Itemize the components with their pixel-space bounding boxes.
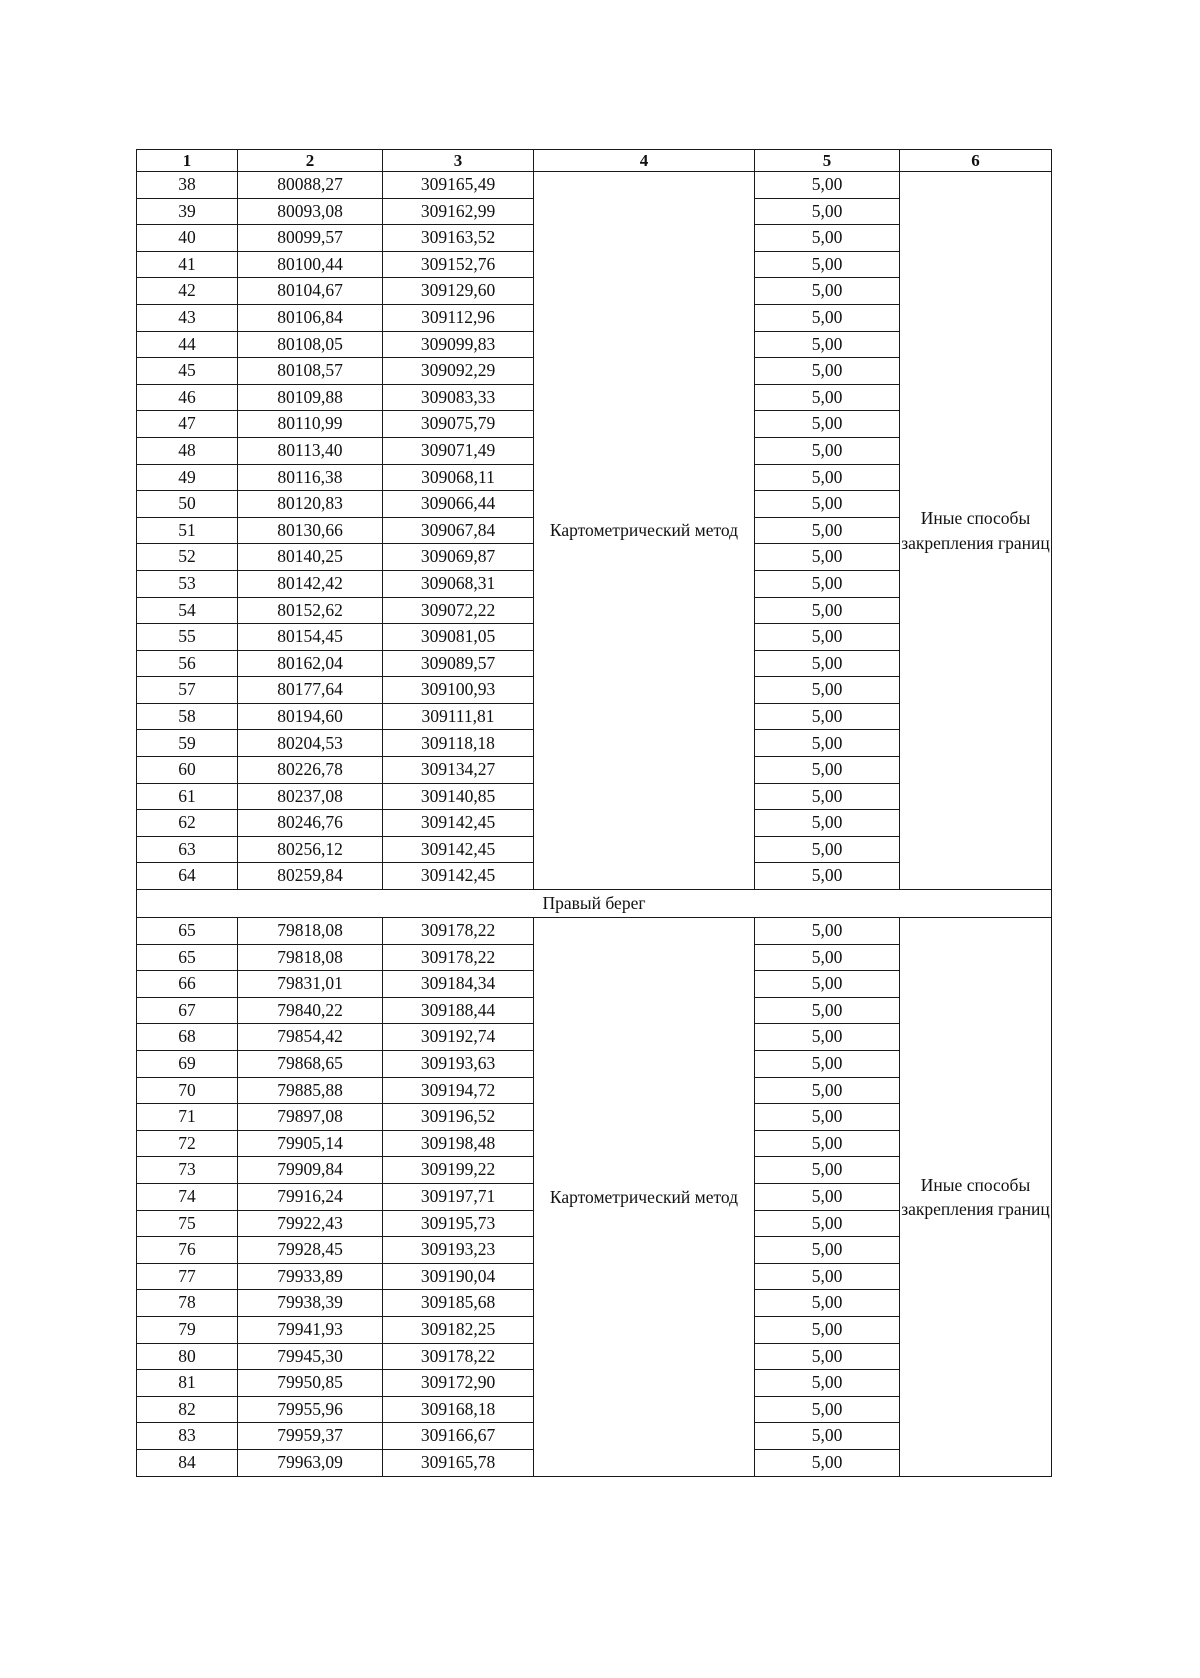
y-coordinate-cell: 309172,90 <box>383 1370 534 1397</box>
x-coordinate-cell: 79885,88 <box>238 1077 383 1104</box>
x-coordinate-cell: 79854,42 <box>238 1024 383 1051</box>
point-number-cell: 68 <box>137 1024 238 1051</box>
point-number-cell: 74 <box>137 1183 238 1210</box>
y-coordinate-cell: 309140,85 <box>383 783 534 810</box>
x-coordinate-cell: 80177,64 <box>238 677 383 704</box>
precision-cell: 5,00 <box>755 278 900 305</box>
x-coordinate-cell: 79897,08 <box>238 1104 383 1131</box>
point-number-cell: 80 <box>137 1343 238 1370</box>
point-number-cell: 44 <box>137 331 238 358</box>
point-number-cell: 54 <box>137 597 238 624</box>
precision-cell: 5,00 <box>755 1024 900 1051</box>
point-number-cell: 53 <box>137 570 238 597</box>
y-coordinate-cell: 309163,52 <box>383 225 534 252</box>
y-coordinate-cell: 309072,22 <box>383 597 534 624</box>
precision-cell: 5,00 <box>755 997 900 1024</box>
table-body <box>137 172 1052 1477</box>
x-coordinate-cell: 80088,27 <box>238 172 383 199</box>
x-coordinate-cell: 80152,62 <box>238 597 383 624</box>
precision-cell: 5,00 <box>755 650 900 677</box>
y-coordinate-cell: 309165,78 <box>383 1449 534 1476</box>
precision-cell: 5,00 <box>755 331 900 358</box>
precision-cell: 5,00 <box>755 836 900 863</box>
precision-cell: 5,00 <box>755 1423 900 1450</box>
precision-cell: 5,00 <box>755 172 900 199</box>
x-coordinate-cell: 79945,30 <box>238 1343 383 1370</box>
point-number-cell: 67 <box>137 997 238 1024</box>
point-number-cell: 69 <box>137 1051 238 1078</box>
x-coordinate-cell: 79916,24 <box>238 1183 383 1210</box>
precision-cell: 5,00 <box>755 517 900 544</box>
y-coordinate-cell: 309100,93 <box>383 677 534 704</box>
point-number-cell: 75 <box>137 1210 238 1237</box>
x-coordinate-cell: 79928,45 <box>238 1237 383 1264</box>
y-coordinate-cell: 309184,34 <box>383 971 534 998</box>
x-coordinate-cell: 80104,67 <box>238 278 383 305</box>
point-number-cell: 57 <box>137 677 238 704</box>
precision-cell: 5,00 <box>755 1263 900 1290</box>
point-number-cell: 41 <box>137 251 238 278</box>
precision-cell: 5,00 <box>755 464 900 491</box>
point-number-cell: 82 <box>137 1396 238 1423</box>
y-coordinate-cell: 309185,68 <box>383 1290 534 1317</box>
x-coordinate-cell: 79818,08 <box>238 918 383 945</box>
precision-cell: 5,00 <box>755 863 900 890</box>
y-coordinate-cell: 309178,22 <box>383 944 534 971</box>
fixing-method-cell: Иные способы закрепления границ <box>900 172 1052 890</box>
precision-cell: 5,00 <box>755 491 900 518</box>
y-coordinate-cell: 309194,72 <box>383 1077 534 1104</box>
precision-cell: 5,00 <box>755 624 900 651</box>
table-row <box>137 918 1052 945</box>
precision-cell: 5,00 <box>755 411 900 438</box>
x-coordinate-cell: 79941,93 <box>238 1316 383 1343</box>
x-coordinate-cell: 80162,04 <box>238 650 383 677</box>
x-coordinate-cell: 79818,08 <box>238 944 383 971</box>
x-coordinate-cell: 80116,38 <box>238 464 383 491</box>
point-number-cell: 38 <box>137 172 238 199</box>
point-number-cell: 71 <box>137 1104 238 1131</box>
x-coordinate-cell: 80130,66 <box>238 517 383 544</box>
y-coordinate-cell: 309142,45 <box>383 836 534 863</box>
y-coordinate-cell: 309068,11 <box>383 464 534 491</box>
y-coordinate-cell: 309067,84 <box>383 517 534 544</box>
precision-cell: 5,00 <box>755 304 900 331</box>
x-coordinate-cell: 80100,44 <box>238 251 383 278</box>
precision-cell: 5,00 <box>755 544 900 571</box>
x-coordinate-cell: 80109,88 <box>238 384 383 411</box>
y-coordinate-cell: 309142,45 <box>383 810 534 837</box>
x-coordinate-cell: 80259,84 <box>238 863 383 890</box>
x-coordinate-cell: 79868,65 <box>238 1051 383 1078</box>
precision-cell: 5,00 <box>755 1237 900 1264</box>
point-number-cell: 58 <box>137 703 238 730</box>
precision-cell: 5,00 <box>755 677 900 704</box>
x-coordinate-cell: 80099,57 <box>238 225 383 252</box>
precision-cell: 5,00 <box>755 1370 900 1397</box>
y-coordinate-cell: 309190,04 <box>383 1263 534 1290</box>
x-coordinate-cell: 80113,40 <box>238 437 383 464</box>
x-coordinate-cell: 80142,42 <box>238 570 383 597</box>
y-coordinate-cell: 309196,52 <box>383 1104 534 1131</box>
precision-cell: 5,00 <box>755 703 900 730</box>
x-coordinate-cell: 80093,08 <box>238 198 383 225</box>
x-coordinate-cell: 79955,96 <box>238 1396 383 1423</box>
point-number-cell: 42 <box>137 278 238 305</box>
x-coordinate-cell: 79933,89 <box>238 1263 383 1290</box>
y-coordinate-cell: 309197,71 <box>383 1183 534 1210</box>
point-number-cell: 46 <box>137 384 238 411</box>
precision-cell: 5,00 <box>755 918 900 945</box>
x-coordinate-cell: 80256,12 <box>238 836 383 863</box>
point-number-cell: 83 <box>137 1423 238 1450</box>
y-coordinate-cell: 309142,45 <box>383 863 534 890</box>
header-col-3: 3 <box>383 150 534 172</box>
y-coordinate-cell: 309162,99 <box>383 198 534 225</box>
point-number-cell: 72 <box>137 1130 238 1157</box>
y-coordinate-cell: 309071,49 <box>383 437 534 464</box>
point-number-cell: 55 <box>137 624 238 651</box>
x-coordinate-cell: 79831,01 <box>238 971 383 998</box>
y-coordinate-cell: 309166,67 <box>383 1423 534 1450</box>
header-row <box>137 150 1052 172</box>
precision-cell: 5,00 <box>755 251 900 278</box>
x-coordinate-cell: 79905,14 <box>238 1130 383 1157</box>
point-number-cell: 73 <box>137 1157 238 1184</box>
precision-cell: 5,00 <box>755 570 900 597</box>
y-coordinate-cell: 309081,05 <box>383 624 534 651</box>
precision-cell: 5,00 <box>755 944 900 971</box>
y-coordinate-cell: 309178,22 <box>383 918 534 945</box>
header-col-5: 5 <box>755 150 900 172</box>
y-coordinate-cell: 309099,83 <box>383 331 534 358</box>
y-coordinate-cell: 309195,73 <box>383 1210 534 1237</box>
point-number-cell: 81 <box>137 1370 238 1397</box>
point-number-cell: 52 <box>137 544 238 571</box>
y-coordinate-cell: 309188,44 <box>383 997 534 1024</box>
x-coordinate-cell: 80204,53 <box>238 730 383 757</box>
x-coordinate-cell: 80108,57 <box>238 358 383 385</box>
y-coordinate-cell: 309111,81 <box>383 703 534 730</box>
point-number-cell: 56 <box>137 650 238 677</box>
precision-cell: 5,00 <box>755 1051 900 1078</box>
precision-cell: 5,00 <box>755 757 900 784</box>
precision-cell: 5,00 <box>755 597 900 624</box>
fixing-method-cell: Иные способы закрепления границ <box>900 918 1052 1476</box>
precision-cell: 5,00 <box>755 225 900 252</box>
point-number-cell: 61 <box>137 783 238 810</box>
precision-cell: 5,00 <box>755 1290 900 1317</box>
x-coordinate-cell: 79950,85 <box>238 1370 383 1397</box>
header-col-2: 2 <box>238 150 383 172</box>
precision-cell: 5,00 <box>755 1130 900 1157</box>
precision-cell: 5,00 <box>755 1157 900 1184</box>
point-number-cell: 43 <box>137 304 238 331</box>
point-number-cell: 70 <box>137 1077 238 1104</box>
precision-cell: 5,00 <box>755 1077 900 1104</box>
x-coordinate-cell: 79909,84 <box>238 1157 383 1184</box>
x-coordinate-cell: 80120,83 <box>238 491 383 518</box>
y-coordinate-cell: 309089,57 <box>383 650 534 677</box>
point-number-cell: 63 <box>137 836 238 863</box>
method-cell: Картометрический метод <box>534 918 755 1476</box>
precision-cell: 5,00 <box>755 384 900 411</box>
x-coordinate-cell: 80108,05 <box>238 331 383 358</box>
x-coordinate-cell: 79938,39 <box>238 1290 383 1317</box>
y-coordinate-cell: 309075,79 <box>383 411 534 438</box>
y-coordinate-cell: 309192,74 <box>383 1024 534 1051</box>
header-col-6: 6 <box>900 150 1052 172</box>
point-number-cell: 84 <box>137 1449 238 1476</box>
coordinates-table <box>136 149 1052 1477</box>
table-row <box>137 172 1052 199</box>
y-coordinate-cell: 309069,87 <box>383 544 534 571</box>
precision-cell: 5,00 <box>755 1396 900 1423</box>
x-coordinate-cell: 80237,08 <box>238 783 383 810</box>
y-coordinate-cell: 309199,22 <box>383 1157 534 1184</box>
point-number-cell: 62 <box>137 810 238 837</box>
precision-cell: 5,00 <box>755 1343 900 1370</box>
precision-cell: 5,00 <box>755 810 900 837</box>
y-coordinate-cell: 309112,96 <box>383 304 534 331</box>
x-coordinate-cell: 80154,45 <box>238 624 383 651</box>
point-number-cell: 48 <box>137 437 238 464</box>
x-coordinate-cell: 80246,76 <box>238 810 383 837</box>
section-header-row <box>137 890 1052 918</box>
precision-cell: 5,00 <box>755 1316 900 1343</box>
y-coordinate-cell: 309134,27 <box>383 757 534 784</box>
y-coordinate-cell: 309178,22 <box>383 1343 534 1370</box>
point-number-cell: 65 <box>137 918 238 945</box>
precision-cell: 5,00 <box>755 1210 900 1237</box>
point-number-cell: 65 <box>137 944 238 971</box>
x-coordinate-cell: 79963,09 <box>238 1449 383 1476</box>
point-number-cell: 50 <box>137 491 238 518</box>
precision-cell: 5,00 <box>755 358 900 385</box>
method-cell: Картометрический метод <box>534 172 755 890</box>
precision-cell: 5,00 <box>755 437 900 464</box>
point-number-cell: 66 <box>137 971 238 998</box>
y-coordinate-cell: 309165,49 <box>383 172 534 199</box>
x-coordinate-cell: 80106,84 <box>238 304 383 331</box>
point-number-cell: 40 <box>137 225 238 252</box>
y-coordinate-cell: 309182,25 <box>383 1316 534 1343</box>
precision-cell: 5,00 <box>755 971 900 998</box>
precision-cell: 5,00 <box>755 198 900 225</box>
y-coordinate-cell: 309129,60 <box>383 278 534 305</box>
point-number-cell: 49 <box>137 464 238 491</box>
precision-cell: 5,00 <box>755 730 900 757</box>
x-coordinate-cell: 79959,37 <box>238 1423 383 1450</box>
precision-cell: 5,00 <box>755 1104 900 1131</box>
y-coordinate-cell: 309068,31 <box>383 570 534 597</box>
header-col-4: 4 <box>534 150 755 172</box>
precision-cell: 5,00 <box>755 1449 900 1476</box>
x-coordinate-cell: 80110,99 <box>238 411 383 438</box>
x-coordinate-cell: 80194,60 <box>238 703 383 730</box>
point-number-cell: 60 <box>137 757 238 784</box>
x-coordinate-cell: 80140,25 <box>238 544 383 571</box>
y-coordinate-cell: 309193,23 <box>383 1237 534 1264</box>
point-number-cell: 64 <box>137 863 238 890</box>
y-coordinate-cell: 309118,18 <box>383 730 534 757</box>
point-number-cell: 45 <box>137 358 238 385</box>
precision-cell: 5,00 <box>755 1183 900 1210</box>
section-title: Правый берег <box>137 890 1052 918</box>
y-coordinate-cell: 309168,18 <box>383 1396 534 1423</box>
x-coordinate-cell: 80226,78 <box>238 757 383 784</box>
point-number-cell: 39 <box>137 198 238 225</box>
y-coordinate-cell: 309193,63 <box>383 1051 534 1078</box>
y-coordinate-cell: 309152,76 <box>383 251 534 278</box>
point-number-cell: 76 <box>137 1237 238 1264</box>
y-coordinate-cell: 309083,33 <box>383 384 534 411</box>
x-coordinate-cell: 79922,43 <box>238 1210 383 1237</box>
header-col-1: 1 <box>137 150 238 172</box>
point-number-cell: 51 <box>137 517 238 544</box>
point-number-cell: 78 <box>137 1290 238 1317</box>
point-number-cell: 47 <box>137 411 238 438</box>
point-number-cell: 77 <box>137 1263 238 1290</box>
point-number-cell: 59 <box>137 730 238 757</box>
y-coordinate-cell: 309198,48 <box>383 1130 534 1157</box>
precision-cell: 5,00 <box>755 783 900 810</box>
x-coordinate-cell: 79840,22 <box>238 997 383 1024</box>
point-number-cell: 79 <box>137 1316 238 1343</box>
y-coordinate-cell: 309066,44 <box>383 491 534 518</box>
y-coordinate-cell: 309092,29 <box>383 358 534 385</box>
